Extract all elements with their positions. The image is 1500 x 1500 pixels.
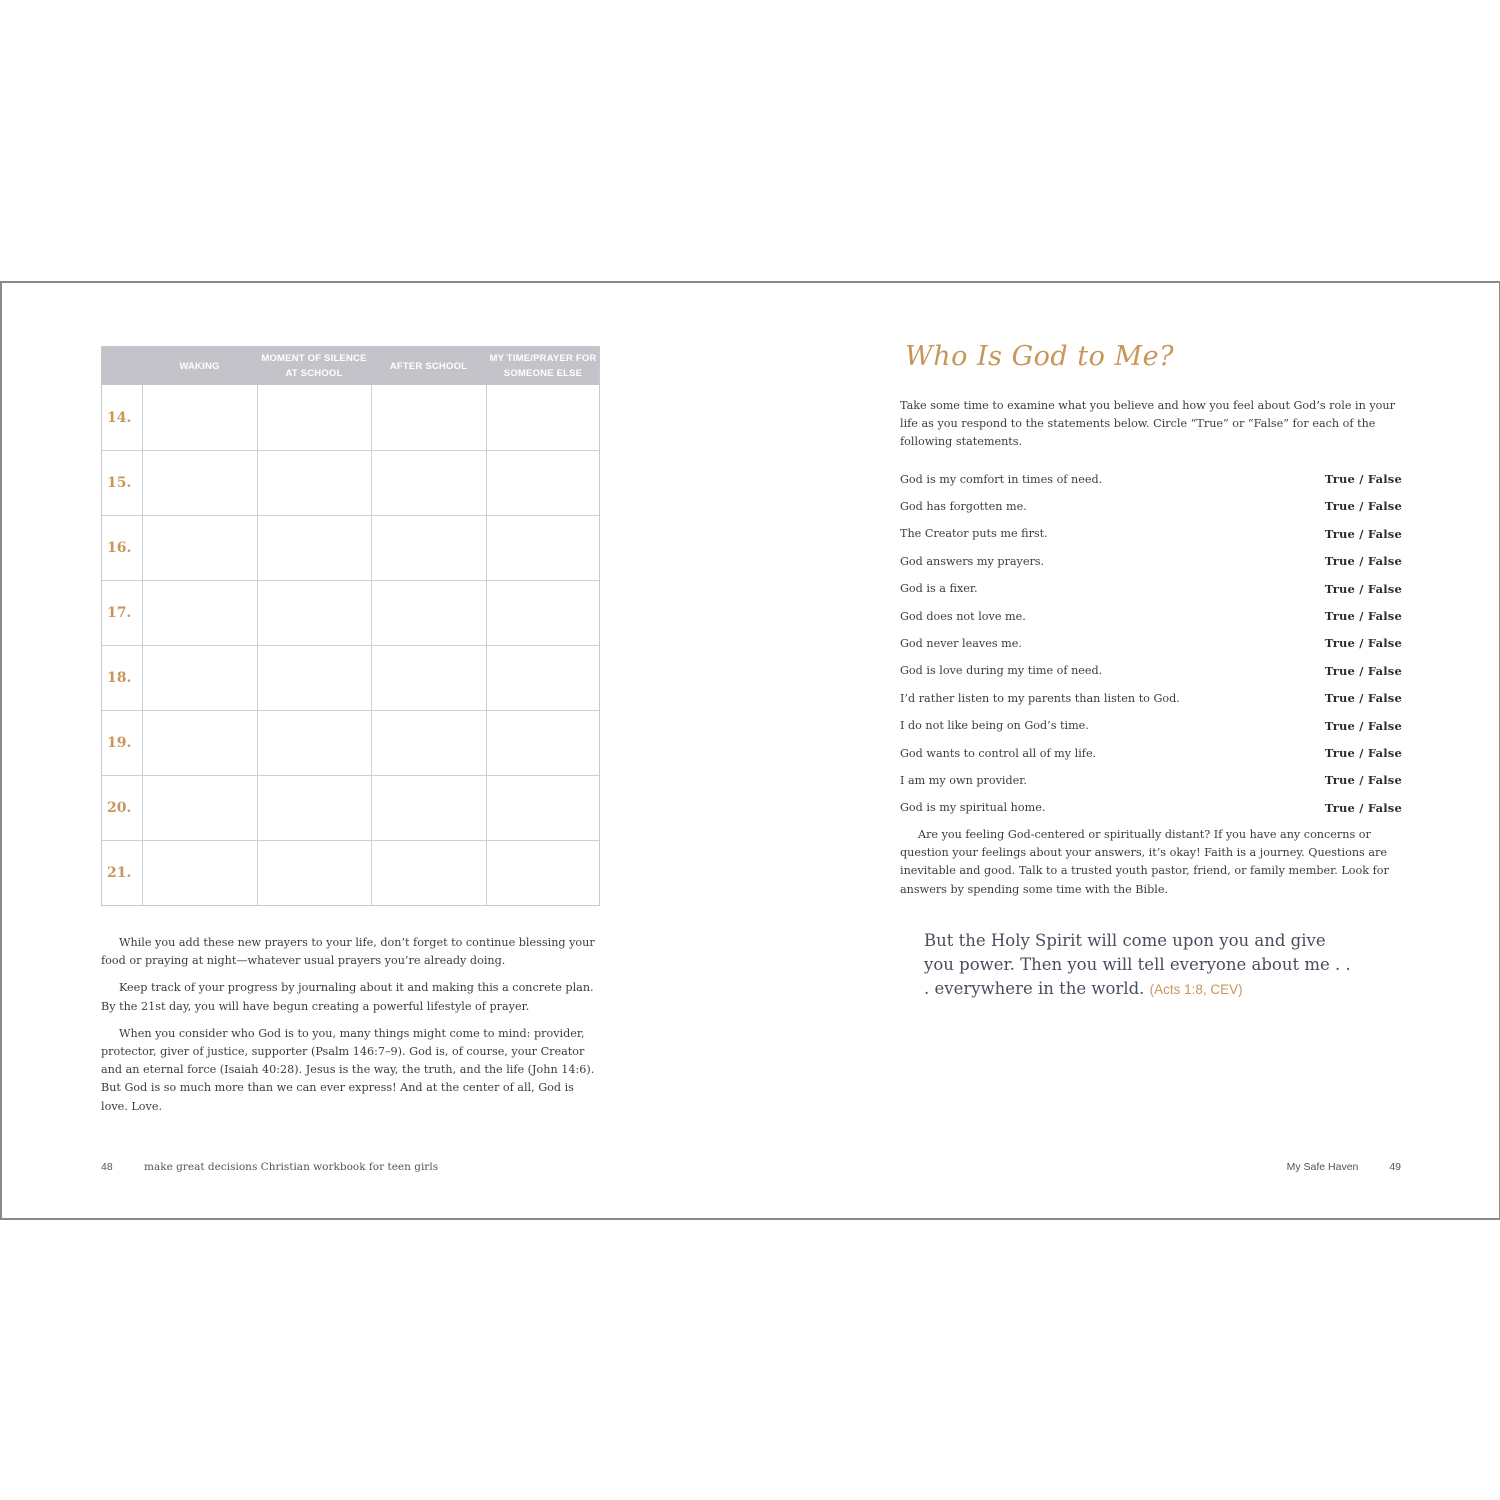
table-header — [102, 347, 599, 385]
true-false-choice[interactable]: True / False — [1324, 526, 1402, 541]
paragraph: Keep track of your progress by journaling about it and making this a concrete plan. By the 21st day, you will have begun creating a powerful lifestyle of prayer. — [101, 981, 594, 1013]
header-waking: WAKING — [179, 360, 220, 372]
tracker-cell[interactable] — [258, 451, 371, 515]
header-moment-of-silence: MOMENT OF SILENCE AT SCHOOL — [261, 353, 367, 379]
book-spread — [0, 281, 1500, 1220]
tracker-cell[interactable] — [487, 581, 600, 645]
section-title: Who Is God to Me? — [905, 341, 1175, 372]
statement-row — [900, 798, 1402, 818]
tracker-cell[interactable] — [258, 776, 371, 840]
tracker-cell[interactable] — [372, 646, 486, 710]
tracker-cell[interactable] — [372, 451, 486, 515]
statement-row — [900, 633, 1402, 653]
tracker-cell[interactable] — [487, 386, 600, 450]
intro-paragraph: Take some time to examine what you believe and how you feel about God’s role in your life as you respond to the statements below. Circle “True” or “False” for each of the following statements. — [900, 399, 1395, 449]
statement-text: God is my spiritual home. — [900, 801, 1046, 815]
statement-text: God answers my prayers. — [900, 554, 1045, 568]
statement-text: I am my own provider. — [900, 773, 1027, 787]
footer-left — [101, 1161, 438, 1173]
tracker-cell[interactable] — [143, 581, 257, 645]
verse-text: But the Holy Spirit will come upon you and give you power. Then you will tell everyone about me . . . everywhere in the world. — [924, 931, 1351, 998]
statement-text: God does not love me. — [900, 609, 1026, 623]
true-false-choice[interactable]: True / False — [1324, 472, 1402, 486]
statement-text: God is my comfort in times of need. — [900, 472, 1103, 486]
statement-row — [900, 579, 1402, 599]
true-false-choice[interactable]: True / False — [1324, 718, 1402, 733]
tracker-cell[interactable] — [372, 711, 486, 775]
statement-text: God is love during my time of need. — [900, 664, 1103, 678]
day-number: 16. — [107, 539, 132, 556]
tracker-cell[interactable] — [143, 711, 257, 775]
header-prayer-for-someone: MY TIME/PRAYER FOR SOMEONE ELSE — [489, 353, 597, 379]
tracker-cell[interactable] — [487, 776, 600, 840]
true-false-choice[interactable]: True / False — [1324, 609, 1402, 623]
tracker-cell[interactable] — [143, 841, 257, 905]
statement-text: God is a fixer. — [900, 582, 978, 596]
statement-row — [900, 469, 1402, 489]
statement-text: I do not like being on God’s time. — [900, 719, 1089, 733]
tracker-cell[interactable] — [143, 386, 257, 450]
tracker-cell[interactable] — [487, 711, 600, 775]
tracker-cell[interactable] — [372, 386, 486, 450]
closing-paragraph: Are you feeling God-centered or spiritually distant? If you have any concerns or question your feelings about your answers, it’s okay! Faith is a journey. Questions are inevitable and good. Talk to a trusted youth pastor, friend, or family member. Look for answers by spending some time with the Bible. — [900, 828, 1389, 896]
true-false-choice[interactable]: True / False — [1324, 800, 1402, 815]
header-after-school: AFTER SCHOOL — [389, 360, 468, 372]
statement-row — [900, 688, 1402, 708]
tracker-cell[interactable] — [487, 451, 600, 515]
tracker-cell[interactable] — [258, 646, 371, 710]
day-number: 21. — [107, 864, 132, 881]
statement-text: I’d rather listen to my parents than listen to God. — [900, 691, 1180, 705]
verse-reference: (Acts 1:8, CEV) — [1149, 982, 1243, 997]
statement-row — [900, 716, 1402, 736]
statement-text: The Creator puts me first. — [900, 527, 1048, 541]
paragraph: While you add these new prayers to your life, don’t forget to continue blessing your food or praying at night—whatever usual prayers you’re already doing. — [101, 936, 595, 968]
paragraph: When you consider who God is to you, many things might come to mind: provider, protector, giver of justice, supporter (Psalm 146:7–9). God is, of course, your Creator and an eternal force (Isaiah 40:28). Jesus is the way, the truth, and the life (John 14:6). But God is so much more than we can ever express! And at the center of all, God is love. Love. — [101, 1026, 595, 1113]
tracker-cell[interactable] — [372, 841, 486, 905]
tracker-cell[interactable] — [258, 841, 371, 905]
tracker-cell[interactable] — [487, 646, 600, 710]
header-day — [102, 347, 142, 385]
statement-row — [900, 661, 1402, 681]
statement-row — [900, 606, 1402, 626]
tracker-cell[interactable] — [258, 711, 371, 775]
statement-row — [900, 551, 1402, 571]
statement-text: God has forgotten me. — [900, 499, 1027, 513]
day-number: 19. — [107, 734, 132, 751]
statement-text: God never leaves me. — [900, 636, 1022, 650]
true-false-choice[interactable]: True / False — [1324, 581, 1402, 596]
day-number: 20. — [107, 799, 132, 816]
tracker-cell[interactable] — [258, 386, 371, 450]
statement-row — [900, 743, 1402, 763]
tracker-cell[interactable] — [143, 451, 257, 515]
tracker-cell[interactable] — [487, 516, 600, 580]
tracker-cell[interactable] — [143, 776, 257, 840]
day-number: 14. — [107, 409, 132, 426]
tracker-cell[interactable] — [258, 516, 371, 580]
page-number-right: 49 — [1389, 1161, 1401, 1173]
tracker-cell[interactable] — [372, 776, 486, 840]
statement-row — [900, 770, 1402, 790]
tracker-cell[interactable] — [487, 841, 600, 905]
prayer-tracker-table — [101, 346, 600, 906]
statement-row — [900, 524, 1402, 544]
left-body-text — [101, 934, 601, 1125]
book-title: make great decisions Christian workbook for teen girls — [144, 1161, 439, 1173]
true-false-choice[interactable]: True / False — [1324, 663, 1402, 678]
true-false-choice[interactable]: True / False — [1324, 554, 1402, 569]
verse-quote — [924, 929, 1354, 1002]
tracker-cell[interactable] — [372, 581, 486, 645]
true-false-choice[interactable]: True / False — [1324, 773, 1402, 788]
tracker-cell[interactable] — [258, 581, 371, 645]
page-number-left: 48 — [101, 1161, 113, 1173]
footer-right — [1287, 1161, 1401, 1173]
true-false-choice[interactable]: True / False — [1324, 746, 1402, 760]
tracker-cell[interactable] — [143, 646, 257, 710]
true-false-choice[interactable]: True / False — [1324, 636, 1402, 651]
day-number: 15. — [107, 474, 132, 491]
tracker-cell[interactable] — [372, 516, 486, 580]
statement-row — [900, 496, 1402, 516]
true-false-choice[interactable]: True / False — [1324, 691, 1402, 706]
tracker-cell[interactable] — [143, 516, 257, 580]
day-number: 17. — [107, 604, 132, 621]
section-name: My Safe Haven — [1286, 1161, 1359, 1173]
statement-text: God wants to control all of my life. — [900, 746, 1097, 760]
true-false-choice[interactable]: True / False — [1324, 499, 1402, 514]
day-number: 18. — [107, 669, 132, 686]
